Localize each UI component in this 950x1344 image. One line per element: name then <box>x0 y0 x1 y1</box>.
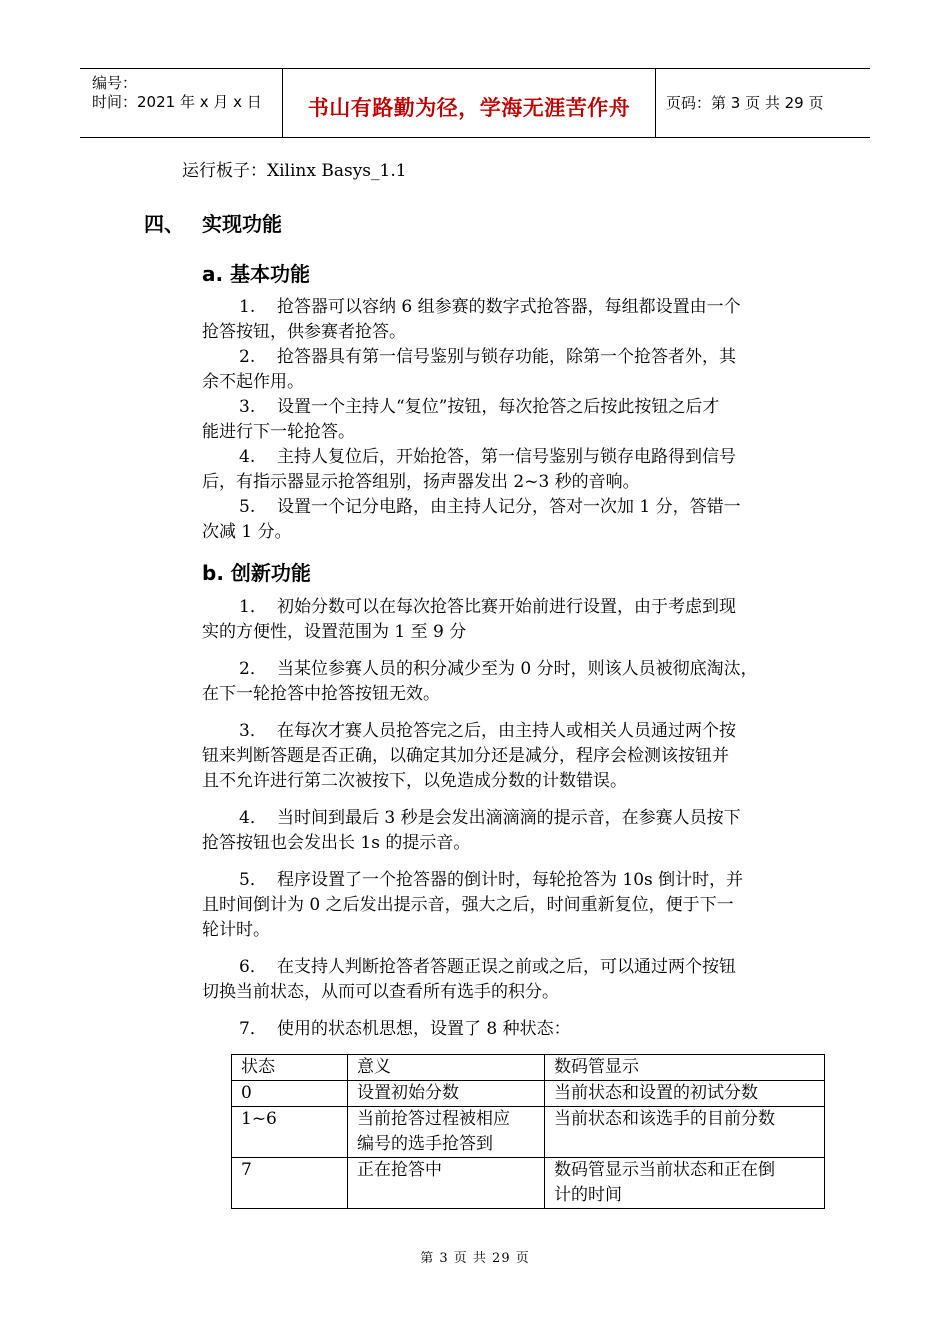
meaning-cell <box>348 1158 545 1209</box>
item-number: 3. <box>239 397 256 417</box>
section-number: 四、 <box>144 212 184 236</box>
innovation-heading: b. 创新功能 <box>202 561 311 585</box>
display-text: 当前状态和设置的初试分数 <box>554 1083 758 1103</box>
basic-heading: a. 基本功能 <box>202 262 311 286</box>
item-number: 7． <box>239 1019 267 1039</box>
item-number: 1． <box>239 597 267 617</box>
meaning-text: 当前抢答过程被相应 <box>357 1109 510 1129</box>
item-text: 实的方便性，设置范围为 1 至 9 分 <box>202 622 467 642</box>
item-text: 设置一个记分电路，由主持人记分，答对一次加 1 分，答错一 <box>277 497 741 517</box>
item-number: 5. <box>239 497 256 517</box>
basic-item <box>202 445 798 495</box>
table-header-row <box>232 1055 825 1081</box>
item-text: 在支持人判断抢答者答题正误之前或之后，可以通过两个按钮 <box>277 957 736 977</box>
item-text: 抢答器可以容纳 6 组参赛的数字式抢答器，每组都设置由一个 <box>277 297 741 317</box>
innovation-item <box>202 657 798 707</box>
serial-label: 编号： <box>92 74 138 92</box>
board-line: 运行板子：Xilinx Basys_1.1 <box>182 161 407 181</box>
meaning-text: 编号的选手抢答到 <box>357 1134 493 1154</box>
innovation-item <box>202 955 798 1005</box>
meaning-text: 设置初始分数 <box>357 1083 459 1103</box>
meaning-text: 正在抢答中 <box>357 1160 442 1180</box>
item-text: 在每次才赛人员抢答完之后，由主持人或相关人员通过两个按 <box>277 721 736 741</box>
item-text: 且不允许进行第二次被按下，以免造成分数的计数错误。 <box>202 771 627 791</box>
item-text: 余不起作用。 <box>202 372 304 392</box>
table-header-cell: 意义 <box>348 1055 545 1081</box>
item-number: 1. <box>239 297 256 317</box>
meaning-cell <box>348 1081 545 1107</box>
basic-item <box>202 345 798 395</box>
innovation-item <box>202 868 798 943</box>
item-text: 抢答器具有第一信号鉴别与锁存功能，除第一个抢答者外，其 <box>277 347 736 367</box>
basic-item <box>202 395 798 445</box>
state-cell: 1~6 <box>232 1107 348 1158</box>
basic-item <box>202 495 798 545</box>
page-footer: 第 3 页 共 29 页 <box>420 1251 530 1266</box>
item-number: 2． <box>239 659 267 679</box>
item-text: 后，有指示器显示抢答组别，扬声器发出 2~3 秒的音响。 <box>202 472 640 492</box>
innovation-item <box>202 719 798 794</box>
item-text: 当某位参赛人员的积分减少至为 0 分时，则该人员被彻底淘汰， <box>277 659 758 679</box>
item-text: 当时间到最后 3 秒是会发出滴滴滴的提示音，在参赛人员按下 <box>277 808 741 828</box>
item-text: 在下一轮抢答中抢答按钮无效。 <box>202 684 440 704</box>
item-number: 2. <box>239 347 256 367</box>
display-cell <box>545 1081 825 1107</box>
item-text: 能进行下一轮抢答。 <box>202 422 355 442</box>
item-text: 轮计时。 <box>202 920 270 940</box>
innovation-item <box>202 595 798 645</box>
item-number: 4. <box>239 447 256 467</box>
table-row <box>232 1107 825 1158</box>
state-cell: 7 <box>232 1158 348 1209</box>
page-header <box>80 68 870 138</box>
section-title: 实现功能 <box>202 212 282 236</box>
innovation-item <box>202 1017 798 1042</box>
item-number: 6． <box>239 957 267 977</box>
table-header-cell: 数码管显示 <box>545 1055 825 1081</box>
header-right-cell <box>656 69 870 137</box>
item-text: 程序设置了一个抢答器的倒计时，每轮抢答为 10s 倒计时，并 <box>277 870 744 890</box>
table-row <box>232 1158 825 1209</box>
display-text: 数码管显示当前状态和正在倒 <box>554 1160 775 1180</box>
state-table <box>231 1054 825 1209</box>
display-text: 计的时间 <box>554 1185 622 1205</box>
item-text: 且时间倒计为 0 之后发出提示音，强大之后，时间重新复位，便于下一 <box>202 895 734 915</box>
item-text: 钮来判断答题是否正确，以确定其加分还是减分，程序会检测该按钮并 <box>202 746 729 766</box>
display-cell <box>545 1158 825 1209</box>
basic-item <box>202 295 798 345</box>
item-text: 次减 1 分。 <box>202 522 292 542</box>
display-cell <box>545 1107 825 1158</box>
item-text: 使用的状态机思想，设置了 8 种状态： <box>277 1019 571 1039</box>
state-cell: 0 <box>232 1081 348 1107</box>
item-text: 抢答按钮也会发出长 1s 的提示音。 <box>202 833 471 853</box>
header-left-cell <box>80 69 283 137</box>
item-text: 抢答按钮，供参赛者抢答。 <box>202 322 406 342</box>
item-number: 4． <box>239 808 267 828</box>
item-number: 5． <box>239 870 267 890</box>
item-text: 切换当前状态，从而可以查看所有选手的积分。 <box>202 982 559 1002</box>
header-center-cell <box>283 69 656 137</box>
motto: 书山有路勤为径，学海无涯苦作舟 <box>307 96 631 120</box>
page-number-label: 页码：第 3 页 共 29 页 <box>666 94 824 112</box>
table-header-cell: 状态 <box>232 1055 348 1081</box>
item-text: 初始分数可以在每次抢答比赛开始前进行设置，由于考虑到现 <box>277 597 736 617</box>
meaning-cell <box>348 1107 545 1158</box>
time-label: 时间：2021 年 x 月 x 日 <box>92 93 262 111</box>
item-text: 主持人复位后，开始抢答，第一信号鉴别与锁存电路得到信号 <box>277 447 736 467</box>
item-number: 3． <box>239 721 267 741</box>
innovation-item <box>202 806 798 856</box>
display-text: 当前状态和该选手的目前分数 <box>554 1109 775 1129</box>
table-row <box>232 1081 825 1107</box>
item-text: 设置一个主持人“复位”按钮，每次抢答之后按此按钮之后才 <box>277 397 720 417</box>
